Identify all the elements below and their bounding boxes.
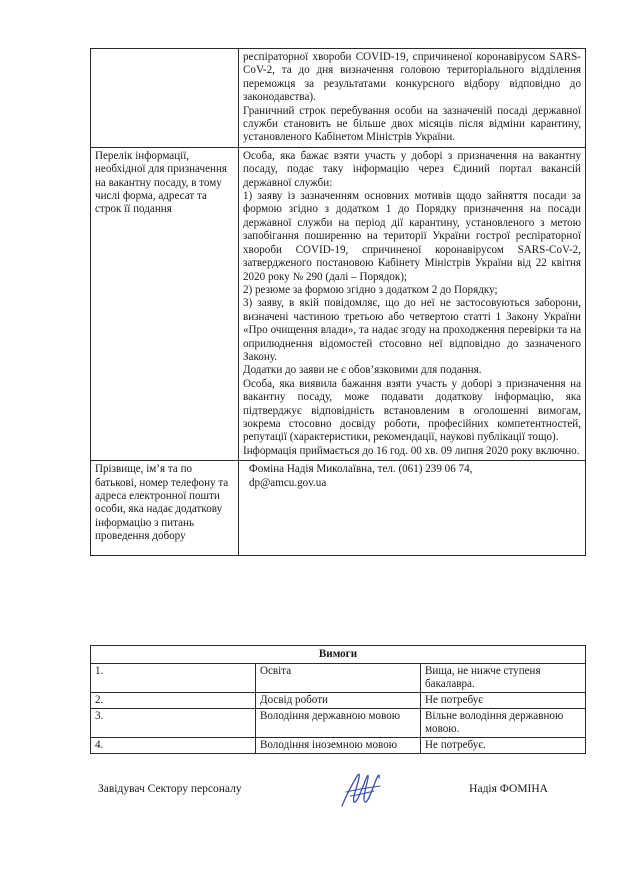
- text-line: Граничний строк перебування особи на зазначеній посаді державної служби становить не більше двох місяців після відміни карантину, установленого Кабінетом Міністрів України.: [243, 104, 581, 144]
- table-row: [91, 693, 586, 709]
- requirement-value: Вища, не нижче ступеня бакалавра.: [421, 664, 586, 693]
- table-row: [91, 709, 586, 738]
- paragraph: Особа, яка виявила бажання взяти участь у доборі з призначення на вакантну посаду, може подавати додаткову інформацію, яка підтверджує відповідність встановленим в оголошенні вимогам, зокрема стосовно досвіду роботи, професійних компетентностей, репутації (характеристики, рекомендації, наукові публікації тощо).: [243, 377, 581, 444]
- requirement-value: Не потребує: [421, 693, 586, 709]
- signature-block: [98, 778, 548, 814]
- table-row: [91, 49, 586, 148]
- handwritten-signature: [336, 766, 384, 812]
- text-line: респіраторної хвороби COVID-19, спричиненої коронавірусом SARS-CoV-2, та до дня визначення головою територіального відділення переможця за результатами конкурсного відбору відповідно до законодавства).: [243, 51, 581, 104]
- table-row: [91, 664, 586, 693]
- email-link[interactable]: dp@amcu.gov.ua: [249, 476, 327, 489]
- vacancy-info-table: [90, 48, 586, 556]
- row-label: Перелік інформації, необхідної для призначення на вакантну посаду, в тому числі форма, адресат та строк її подання: [91, 147, 239, 460]
- signatory-position: Завідувач Сектору персоналу: [98, 783, 242, 795]
- paragraph: 2) резюме за формою згідно з додатком 2 до Порядку;: [243, 283, 498, 296]
- paragraph: Інформація приймається до 16 год. 00 хв. 09 липня 2020 року включно.: [243, 444, 580, 457]
- row-content: [239, 461, 586, 556]
- row-number: 4.: [91, 738, 256, 754]
- table-row: [91, 738, 586, 754]
- signatory-name: Надія ФОМІНА: [469, 783, 548, 795]
- row-label: [91, 49, 239, 148]
- row-label: Прізвище, ім’я та по батькові, номер телефону та адреса електронної пошти особи, яка надає додаткову інформацію з питань проведення добору: [91, 461, 239, 556]
- requirement-name: Освіта: [256, 664, 421, 693]
- requirement-value: Вільне володіння державною мовою.: [421, 709, 586, 738]
- requirement-name: Досвід роботи: [256, 693, 421, 709]
- paragraph: Додатки до заяви не є обов’язковими для подання.: [243, 364, 482, 377]
- table-row: [91, 646, 586, 664]
- row-number: 1.: [91, 664, 256, 693]
- paragraph: 1) заяву із зазначенням основних мотивів щодо зайняття посади за формою згідно з додатком 1 до Порядку призначення на посади державної служби на період дії карантину, установленого з метою запобігання поширенню на території України гострої респіраторної хвороби COVID-19, спричиненої коронавірусом SARS-CoV-2, затвердженого постановою Кабінету Міністрів України від 22 квітня 2020 року № 290 (далі – Порядок);: [243, 190, 581, 283]
- row-number: 2.: [91, 693, 256, 709]
- requirements-header: Вимоги: [91, 646, 586, 664]
- requirements-table: [90, 645, 586, 754]
- row-content: [239, 49, 586, 148]
- paragraph: 3) заяву, в якій повідомляє, що до неї не застосовуються заборони, визначені частиною третьою або четвертою статті 1 Закону України «Про очищення влади», та надає згоду на проходження перевірки та на оприлюднення відомостей стосовно неї відповідно до зазначеного Закону.: [243, 297, 581, 363]
- table-row: [91, 147, 586, 460]
- requirement-name: Володіння державною мовою: [256, 709, 421, 738]
- requirement-value: Не потребує.: [421, 738, 586, 754]
- row-number: 3.: [91, 709, 256, 738]
- table-row: [91, 461, 586, 556]
- paragraph: Особа, яка бажає взяти участь у доборі з призначення на вакантну посаду, подає таку інформацію через Єдиний портал вакансій державної служби:: [243, 149, 581, 189]
- contact-line: Фоміна Надія Миколаївна, тел. (061) 239 06 74,: [249, 463, 473, 476]
- row-content: [239, 147, 586, 460]
- requirement-name: Володіння іноземною мовою: [256, 738, 421, 754]
